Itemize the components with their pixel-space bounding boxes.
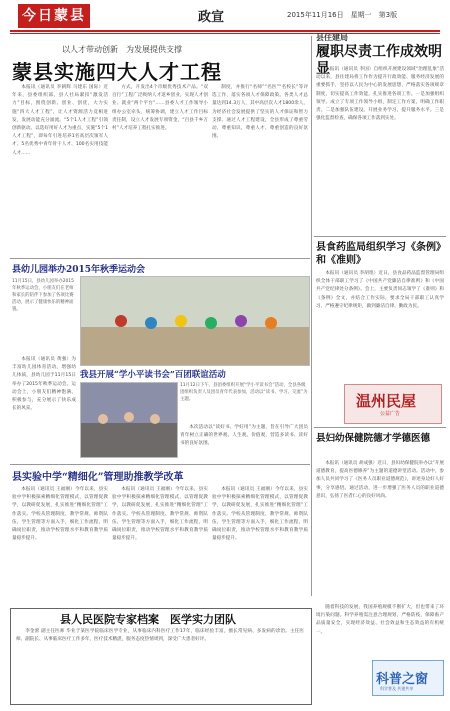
ad-title: 温州民屋 xyxy=(356,392,417,410)
experiment-body-3: 本报讯（通讯员 王福刚）今年以来，县实验中学积极探索精细化管理模式，以管理促教学，以教研促发展，扎实推进“精细化管理”工作落实。学校从管理制度、教学常规、师资队伍、学生管理等方面入手，细化工作流程，明确岗位职责，推动学校管理水平和教育教学质量稳步提升。 xyxy=(212,487,308,542)
kindergarten-photo xyxy=(80,276,310,366)
right-divider-2 xyxy=(314,427,446,428)
right-low-body: 本报讯（通讯员 胡成强）近日，县妇幼保健院举办以“开展道德教育，提高医德修养”为主题的道德讲堂活动。活动中，参加人员共同学习了《医务人员职业道德规范》，讲述身边好人好事，分享感悟。通过活动，进一步增强了医务人员的职业道德意识，弘扬了医者仁心的良好风尚。 xyxy=(316,461,444,499)
issue-date: 2015年11月16日 星期一 第3版 xyxy=(287,11,398,19)
lead-column-2: 方式，开发出4个市级优秀技术产品。“双百行”工程广泛吸纳人才返乡创业，实现人才创业、就业“两个平台”……县委人才工作领导小组办公室牵头，统筹协调，建立人才工作目标责任制，设立人才发展专项资金，“百县千乡万村”人才培养工程扎实推进。 xyxy=(112,85,208,132)
kepu-tagline: 科学普及 共建共享 xyxy=(380,686,414,691)
youth-caption: 11月12日下午，县团委组织开展“学小平读书会”活动，全县各级团组织负责人及团员青年代表参加，活动以“读书、学习、交流”为主题。 xyxy=(180,383,308,402)
kepu-body: 随着科技的发展，我国养殖规模不断扩大，但也带来了环境污染问题。科学养殖需注意合理规划，严格防疫，保障畜产品质量安全，实现经济效益、社会效益和生态效益的有机统一。 xyxy=(316,605,444,635)
youth-photo xyxy=(80,382,178,458)
kindergarten-body: 本报讯（通讯员 黄强）为丰富幼儿园体育活动，增强幼儿体质，县幼儿园于11月15日举办了2015年秋季运动会。运动会上，小朋友们精神饱满、积极参与，充分展示了快乐成长的风采。 xyxy=(12,357,76,412)
youth-body: 本次活动以“读好书、学好用”为主题，旨在引导广大团员青年树立正确的世界观、人生观、价值观，营造多读书、读好书的良好氛围。 xyxy=(180,425,308,447)
lead-headline: 蒙县实施四大人才工程 xyxy=(12,60,222,84)
lead-column-3: 制度，并推行“名师”“名医”“名校长”等评选工作，落实各项人才保障政策。各类人才总量达到14.3万人，其中高层次人才1800余人，为经济社会发展提供了坚实的人才保证和智力支撑。通过人才工程建设，全县形成了尊重劳动、尊重知识、尊重人才、尊重创造的良好氛围。 xyxy=(212,85,308,140)
right-top-body: 本报讯（通讯员 李国）自组织开展建设领域“治理乱象”活动以来，县住建局将工作作为提升行政效能、服务经济发展的重要抓手，坚持以人民为中心的发展思想，严格落实各项规章制度，切实提高工作效能，扎实推进各项工作。一是加强组织领导。成立了专项工作领导小组，制定工作方案，明确工作职责。二是加强队伍建设。开展业务学习，提升服务水平。三是强化监督检查，确保各项工作落到实处。 xyxy=(316,67,444,122)
kindergarten-caption: 11月15日，县幼儿园举办2015年秋季运动会，小朋友们在老师和家长的陪伴下参加了各项比赛活动，展示了健康快乐的精神面貌。 xyxy=(12,279,74,312)
mid-divider-2 xyxy=(10,464,310,465)
kindergarten-headline: 县幼儿园举办2015年秋季运动会 xyxy=(12,265,146,275)
experiment-body-2: 本报讯（通讯员 王福刚）今年以来，县实验中学积极探索精细化管理模式，以管理促教学，以教研促发展，扎实推进“精细化管理”工作落实。学校从管理制度、教学常规、师资队伍、学生管理等方面入手，细化工作流程，明确岗位职责，推动学校管理水平和教育教学质量稳步提升。 xyxy=(112,487,208,542)
right-top-kicker: 县住建局 xyxy=(316,33,348,42)
masthead-rule xyxy=(10,30,440,32)
right-low-headline: 县妇幼保健院德才学德医德 xyxy=(316,433,431,444)
right-top-headline: 履职尽责工作成效明显 xyxy=(316,44,442,77)
right-mid-headline: 县食药监局组织学习《条例》和《准则》 xyxy=(316,242,446,266)
newspaper-logo: 今日蒙县 xyxy=(18,4,90,28)
section-title: 政宣 xyxy=(198,10,225,25)
experiment-headline: 县实验中学“精细化”管理助推教学改革 xyxy=(12,472,184,483)
right-mid-body: 本报讯（通讯员 李胡煌）近日，县食品药品监督管理局组织全体干部职工学习了《中国共产党廉洁自律准则》和《中国共产党纪律处分条例》。会上，主要负责同志领学了《准则》和《条例》全文，并结合工作实际，要求全局干部职工认真学习，严格遵守纪律规矩，做到廉洁自律、勤政为民。 xyxy=(316,271,444,309)
kepu-logo: 科普之窗 xyxy=(376,672,429,687)
experiment-body-1: 本报讯（通讯员 王福刚）今年以来，县实验中学积极探索精细化管理模式，以管理促教学，以教研促发展，扎实推进“精细化管理”工作落实。学校从管理制度、教学常规、师资队伍、学生管理等方面入手，细化工作流程，明确岗位职责，推动学校管理水平和教育教学质量稳步提升。 xyxy=(12,487,108,542)
right-divider-1 xyxy=(314,236,446,237)
column-divider xyxy=(311,36,312,596)
hospital-body: 李金蕾 副主任医师 毕业于某医学院临床医学专业，从事临床内科医疗工作17年，临床经验丰富，擅长常见病、多发病的诊治。主任医师、副院长、从事临床医疗工作多年，医疗技术精湛，服务态度热情周到，深受广大患者好评。 xyxy=(16,629,304,643)
ad-sub: 公益广告 xyxy=(380,411,401,417)
lead-subtitle: 以人才带动创新 为发展提供支撑 xyxy=(62,45,182,54)
sports-meeting-image xyxy=(81,277,309,365)
youth-activity-image xyxy=(81,383,177,457)
mid-divider xyxy=(10,258,310,259)
youth-headline: 我县开展“学小平读书会”百团联谊活动 xyxy=(80,370,226,380)
hospital-headline: 县人民医院专家档案 医学实力团队 xyxy=(60,613,236,626)
masthead-rule-thin xyxy=(10,33,440,34)
lead-column-1: 本报讯（通讯员 李朝辉 马建东 国际）近年来，县委组织部、县人社局紧扣“激发活力”目标，围绕创新、创业、创优，大力实施“四大人才工程”，让人才资源活力竞相迸发，发展动能充分涌流。“5个1人才工程”引领创新驱动。以选好用好人才为重点，实施“5个1人才工程”，即每年引进培养1名高层次领军人才、5名优秀中青年骨干人才、100名实用技能人才…… xyxy=(12,85,108,156)
